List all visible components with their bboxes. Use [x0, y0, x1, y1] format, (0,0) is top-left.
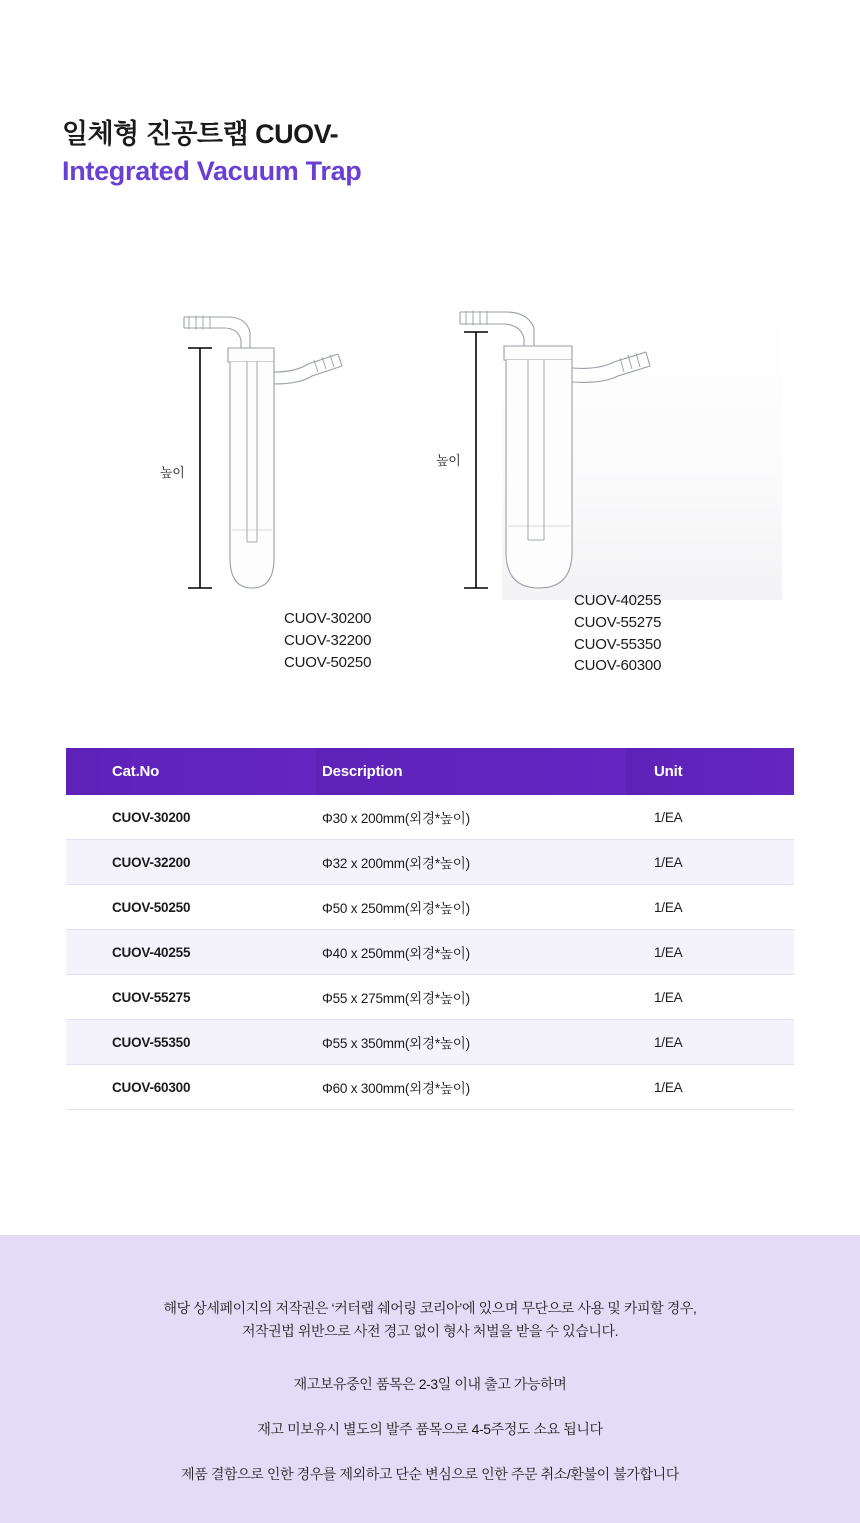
figure-a-caption-line: CUOV-32200: [284, 631, 372, 649]
height-label-a: 높이: [160, 465, 185, 480]
table-row: [66, 795, 794, 840]
vacuum-trap-diagram-b: [432, 290, 762, 600]
refund-notice: 제품 결함으로 인한 경우를 제외하고 단순 변심으로 인한 주문 취소/환불이 불가합니다: [181, 1466, 679, 1483]
copyright-notice: [0, 1297, 860, 1343]
cell-catno: CUOV-60300: [66, 1065, 316, 1110]
column-header-description: Description: [316, 748, 626, 795]
table-row: [66, 885, 794, 930]
cell-unit: 1/EA: [626, 1065, 794, 1110]
table-row: [66, 1065, 794, 1110]
cell-description: Φ60 x 300mm(외경*높이): [316, 1065, 626, 1110]
figure-b-caption-line: CUOV-55275: [574, 613, 662, 631]
figure-b-caption-line: CUOV-60300: [574, 657, 662, 675]
cell-description: Φ50 x 250mm(외경*높이): [316, 885, 626, 930]
figure-a-caption: [284, 608, 371, 673]
cell-unit: 1/EA: [626, 930, 794, 975]
cell-catno: CUOV-50250: [66, 885, 316, 930]
cell-description: Φ55 x 350mm(외경*높이): [316, 1020, 626, 1065]
cell-unit: 1/EA: [626, 840, 794, 885]
figure-trap-type-b: [432, 290, 762, 675]
table-row: [66, 840, 794, 885]
cell-catno: CUOV-55275: [66, 975, 316, 1020]
product-figures: [62, 290, 802, 720]
cell-unit: 1/EA: [626, 975, 794, 1020]
cell-catno: CUOV-55350: [66, 1020, 316, 1065]
cell-description: Φ30 x 200mm(외경*높이): [316, 795, 626, 840]
figure-b-caption-line: CUOV-40255: [574, 592, 662, 609]
height-label-b: 높이: [436, 453, 461, 468]
figure-b-caption: [574, 590, 661, 677]
spec-table-wrapper: [66, 748, 794, 1110]
column-header-unit: Unit: [626, 748, 794, 795]
cell-catno: CUOV-30200: [66, 795, 316, 840]
stock-notice-line-2: 재고 미보유시 별도의 발주 품목으로 4-5주정도 소요 됩니다: [257, 1421, 603, 1438]
cell-description: Φ32 x 200mm(외경*높이): [316, 840, 626, 885]
page-header: [62, 118, 802, 189]
cell-unit: 1/EA: [626, 1020, 794, 1065]
cell-unit: 1/EA: [626, 885, 794, 930]
figure-b-caption-line: CUOV-55350: [574, 635, 662, 653]
table-header-row: [66, 748, 794, 795]
table-row: [66, 930, 794, 975]
cell-catno: CUOV-40255: [66, 930, 316, 975]
copyright-line-1: 해당 상세페이지의 저작권은 ‘커터랩 쉐어링 코리아’에 있으며 무단으로 사용 및 카피할 경우,: [163, 1300, 697, 1316]
copyright-line-2: 저작권법 위반으로 사전 경고 없이 형사 처벌을 받을 수 있습니다.: [241, 1323, 619, 1340]
footer-notice: [0, 1235, 860, 1523]
cell-catno: CUOV-32200: [66, 840, 316, 885]
page-title-english: Integrated Vacuum Trap: [62, 155, 362, 186]
table-row: [66, 975, 794, 1020]
vacuum-trap-diagram-a: [162, 290, 452, 600]
figure-a-caption-line: CUOV-50250: [284, 653, 372, 671]
spec-table-body: [66, 795, 794, 1110]
figure-a-caption-line: CUOV-30200: [284, 610, 372, 627]
figure-a-canvas: [162, 290, 452, 600]
figure-trap-type-a: [160, 290, 452, 671]
cell-unit: 1/EA: [626, 795, 794, 840]
column-header-catno: Cat.No: [66, 748, 316, 795]
table-row: [66, 1020, 794, 1065]
page-title-korean: 일체형 진공트랩 CUOV-: [62, 119, 339, 149]
stock-notice-line-1: 재고보유중인 품목은 2-3일 이내 출고 가능하며: [293, 1376, 567, 1393]
cell-description: Φ55 x 275mm(외경*높이): [316, 975, 626, 1020]
figure-b-canvas: [432, 290, 762, 600]
spec-table: [66, 748, 794, 1110]
spec-table-head: [66, 748, 794, 795]
cell-description: Φ40 x 250mm(외경*높이): [316, 930, 626, 975]
